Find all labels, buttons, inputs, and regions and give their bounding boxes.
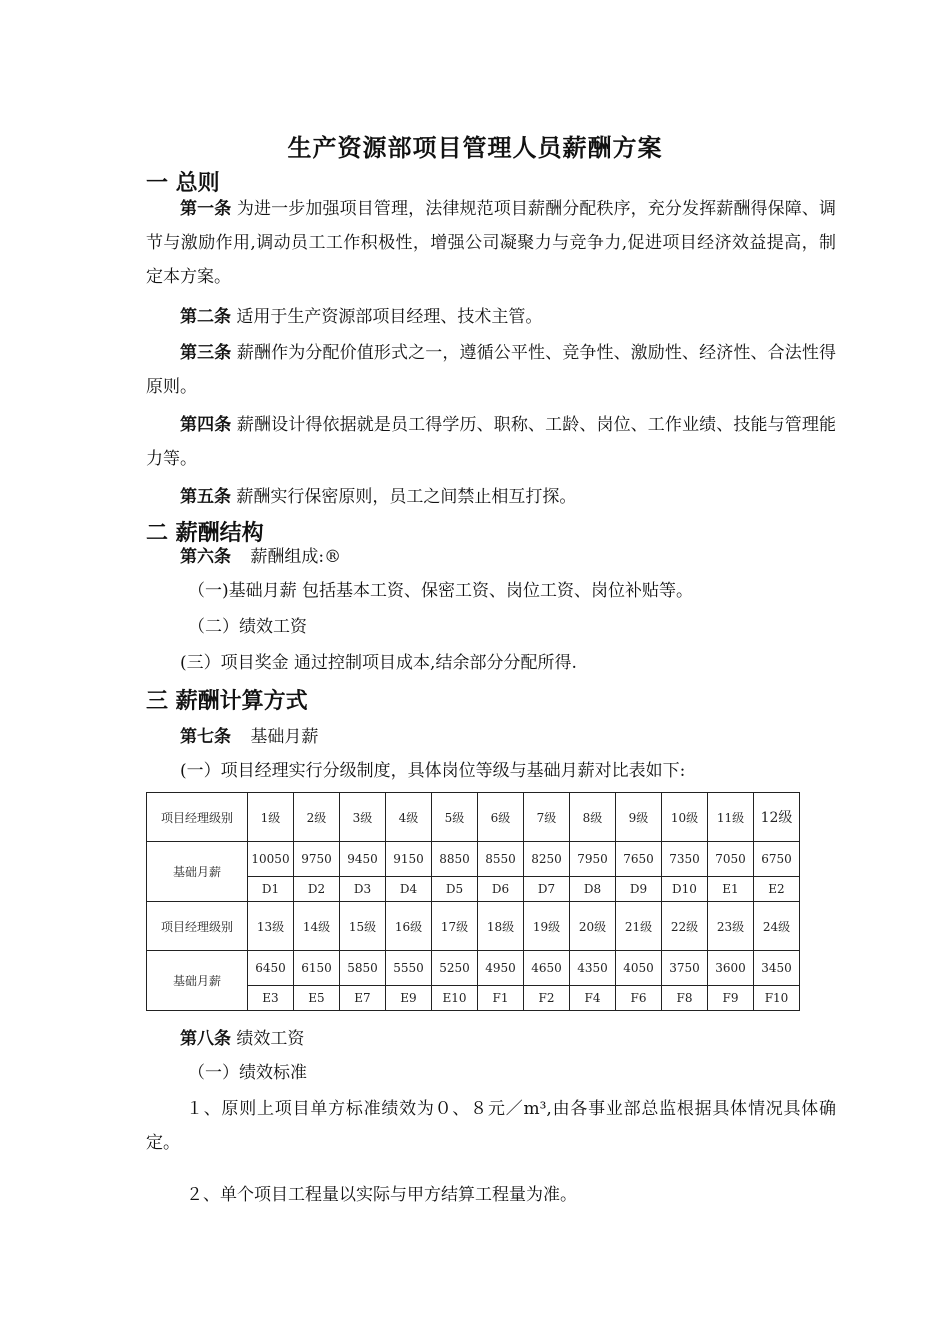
salary-cell: 6450: [248, 951, 294, 986]
salary-cell: 3450: [754, 951, 800, 986]
grade-label-cell: 项目经理级别: [147, 902, 248, 951]
code-cell: D2: [294, 877, 340, 902]
salary-cell: 3750: [662, 951, 708, 986]
salary-cell: 5250: [432, 951, 478, 986]
grade-cell: 7级: [524, 793, 570, 842]
code-cell: F2: [524, 986, 570, 1011]
grade-salary-table: [146, 792, 800, 1011]
code-cell: F8: [662, 986, 708, 1011]
article-2-text: 适用于生产资源部项目经理、技术主管。: [236, 307, 543, 327]
article-8-para-1: １、原则上项目单方标准绩效为０、８元／m³,由各事业部总监根据具体情况具体确定。: [146, 1099, 836, 1153]
table-row: [147, 902, 800, 951]
grade-cell: 18级: [478, 902, 524, 951]
grade-cell: 21级: [616, 902, 662, 951]
salary-cell: 4050: [616, 951, 662, 986]
salary-cell: 6750: [754, 842, 800, 877]
code-cell: D4: [386, 877, 432, 902]
code-cell: D1: [248, 877, 294, 902]
article-7-text: 基础月薪: [250, 727, 319, 747]
salary-cell: 6150: [294, 951, 340, 986]
article-1-label: 第一条: [180, 199, 232, 219]
code-cell: E2: [754, 877, 800, 902]
code-cell: E10: [432, 986, 478, 1011]
document-title: 生产资源部项目管理人员薪酬方案: [287, 134, 663, 162]
article-5: [180, 480, 576, 514]
code-cell: D7: [524, 877, 570, 902]
table-row: [147, 793, 800, 842]
article-8-item-1: （一）绩效标准: [188, 1063, 307, 1083]
article-3: [146, 336, 836, 404]
salary-cell: 8850: [432, 842, 478, 877]
grade-cell: 10级: [662, 793, 708, 842]
section-heading-general: 一 总则: [146, 171, 220, 196]
grade-cell: 16级: [386, 902, 432, 951]
article-7-label: 第七条: [180, 727, 231, 747]
grade-cell: 8级: [570, 793, 616, 842]
grade-cell: 1级: [248, 793, 294, 842]
salary-cell: 8250: [524, 842, 570, 877]
article-3-text: 薪酬作为分配价值形式之一，遵循公平性、竞争性、激励性、经济性、合法性得原则。: [146, 343, 837, 397]
article-4: [146, 408, 836, 476]
grade-cell: 5级: [432, 793, 478, 842]
article-6-item-2: （二）绩效工资: [188, 617, 307, 637]
article-2-label: 第二条: [180, 307, 231, 327]
salary-cell: 4650: [524, 951, 570, 986]
article-4-label: 第四条: [180, 415, 232, 435]
code-cell: F4: [570, 986, 616, 1011]
code-cell: D6: [478, 877, 524, 902]
grade-label-cell: 项目经理级别: [147, 793, 248, 842]
code-cell: D8: [570, 877, 616, 902]
code-cell: D5: [432, 877, 478, 902]
code-cell: E9: [386, 986, 432, 1011]
code-cell: F10: [754, 986, 800, 1011]
grade-cell: 23级: [708, 902, 754, 951]
grade-cell: 9级: [616, 793, 662, 842]
section-heading-structure: 二 薪酬结构: [146, 521, 264, 546]
article-6-label: 第六条: [180, 547, 231, 567]
table-row: [147, 842, 800, 877]
salary-cell: 4950: [478, 951, 524, 986]
code-cell: E3: [248, 986, 294, 1011]
code-cell: D10: [662, 877, 708, 902]
grade-cell: 20级: [570, 902, 616, 951]
article-4-text: 薪酬设计得依据就是员工得学历、职称、工龄、岗位、工作业绩、技能与管理能力等。: [146, 415, 837, 469]
article-5-text: 薪酬实行保密原则，员工之间禁止相互打探。: [236, 487, 577, 507]
article-1-text: 为进一步加强项目管理，法律规范项目薪酬分配秩序，充分发挥薪酬得保障、调节与激励作用,调动员工工作积极性，增强公司凝聚力与竞争力,促进项目经济效益提高，制定本方案。: [146, 199, 837, 287]
grade-cell: 14级: [294, 902, 340, 951]
salary-cell: 7350: [662, 842, 708, 877]
article-2: [180, 300, 542, 334]
code-cell: F1: [478, 986, 524, 1011]
grade-cell: 3级: [340, 793, 386, 842]
grade-cell: 17级: [432, 902, 478, 951]
section-heading-calculation: 三 薪酬计算方式: [146, 689, 308, 714]
grade-cell: 4级: [386, 793, 432, 842]
article-6-text: 薪酬组成:®: [250, 547, 342, 567]
salary-cell: 9150: [386, 842, 432, 877]
article-1: [146, 192, 836, 294]
grade-cell: 24级: [754, 902, 800, 951]
grade-cell: 11级: [708, 793, 754, 842]
article-6: [180, 540, 341, 574]
table-row: [147, 951, 800, 986]
code-cell: F6: [616, 986, 662, 1011]
article-8: [180, 1022, 304, 1056]
grade-cell: 2级: [294, 793, 340, 842]
article-6-item-1: （一)基础月薪 包括基本工资、保密工资、岗位工资、岗位补贴等。: [188, 581, 694, 601]
grade-cell: 15级: [340, 902, 386, 951]
salary-cell: 10050: [248, 842, 294, 877]
article-7-item-1: (一）项目经理实行分级制度，具体岗位等级与基础月薪对比表如下:: [180, 761, 686, 781]
code-cell: E7: [340, 986, 386, 1011]
grade-cell: 22级: [662, 902, 708, 951]
grade-cell: 13级: [248, 902, 294, 951]
salary-cell: 3600: [708, 951, 754, 986]
code-cell: D3: [340, 877, 386, 902]
salary-cell: 7950: [570, 842, 616, 877]
salary-cell: 9450: [340, 842, 386, 877]
article-7: [180, 720, 318, 754]
grade-cell: 12级: [754, 793, 800, 842]
code-cell: E1: [708, 877, 754, 902]
article-8-label: 第八条: [180, 1029, 231, 1049]
article-3-label: 第三条: [180, 343, 232, 363]
salary-cell: 5850: [340, 951, 386, 986]
salary-cell: 7650: [616, 842, 662, 877]
salary-cell: 5550: [386, 951, 432, 986]
salary-cell: 7050: [708, 842, 754, 877]
article-8-text: 绩效工资: [236, 1029, 305, 1049]
salary-label-cell: 基础月薪: [147, 951, 248, 1011]
code-cell: F9: [708, 986, 754, 1011]
code-cell: E5: [294, 986, 340, 1011]
article-5-label: 第五条: [180, 487, 231, 507]
salary-cell: 4350: [570, 951, 616, 986]
salary-label-cell: 基础月薪: [147, 842, 248, 902]
article-8-para-2: ２、单个项目工程量以实际与甲方结算工程量为准。: [186, 1185, 577, 1205]
salary-cell: 8550: [478, 842, 524, 877]
grade-cell: 19级: [524, 902, 570, 951]
grade-cell: 6级: [478, 793, 524, 842]
article-6-item-3: (三）项目奖金 通过控制项目成本,结余部分分配所得.: [180, 653, 577, 673]
code-cell: D9: [616, 877, 662, 902]
salary-cell: 9750: [294, 842, 340, 877]
